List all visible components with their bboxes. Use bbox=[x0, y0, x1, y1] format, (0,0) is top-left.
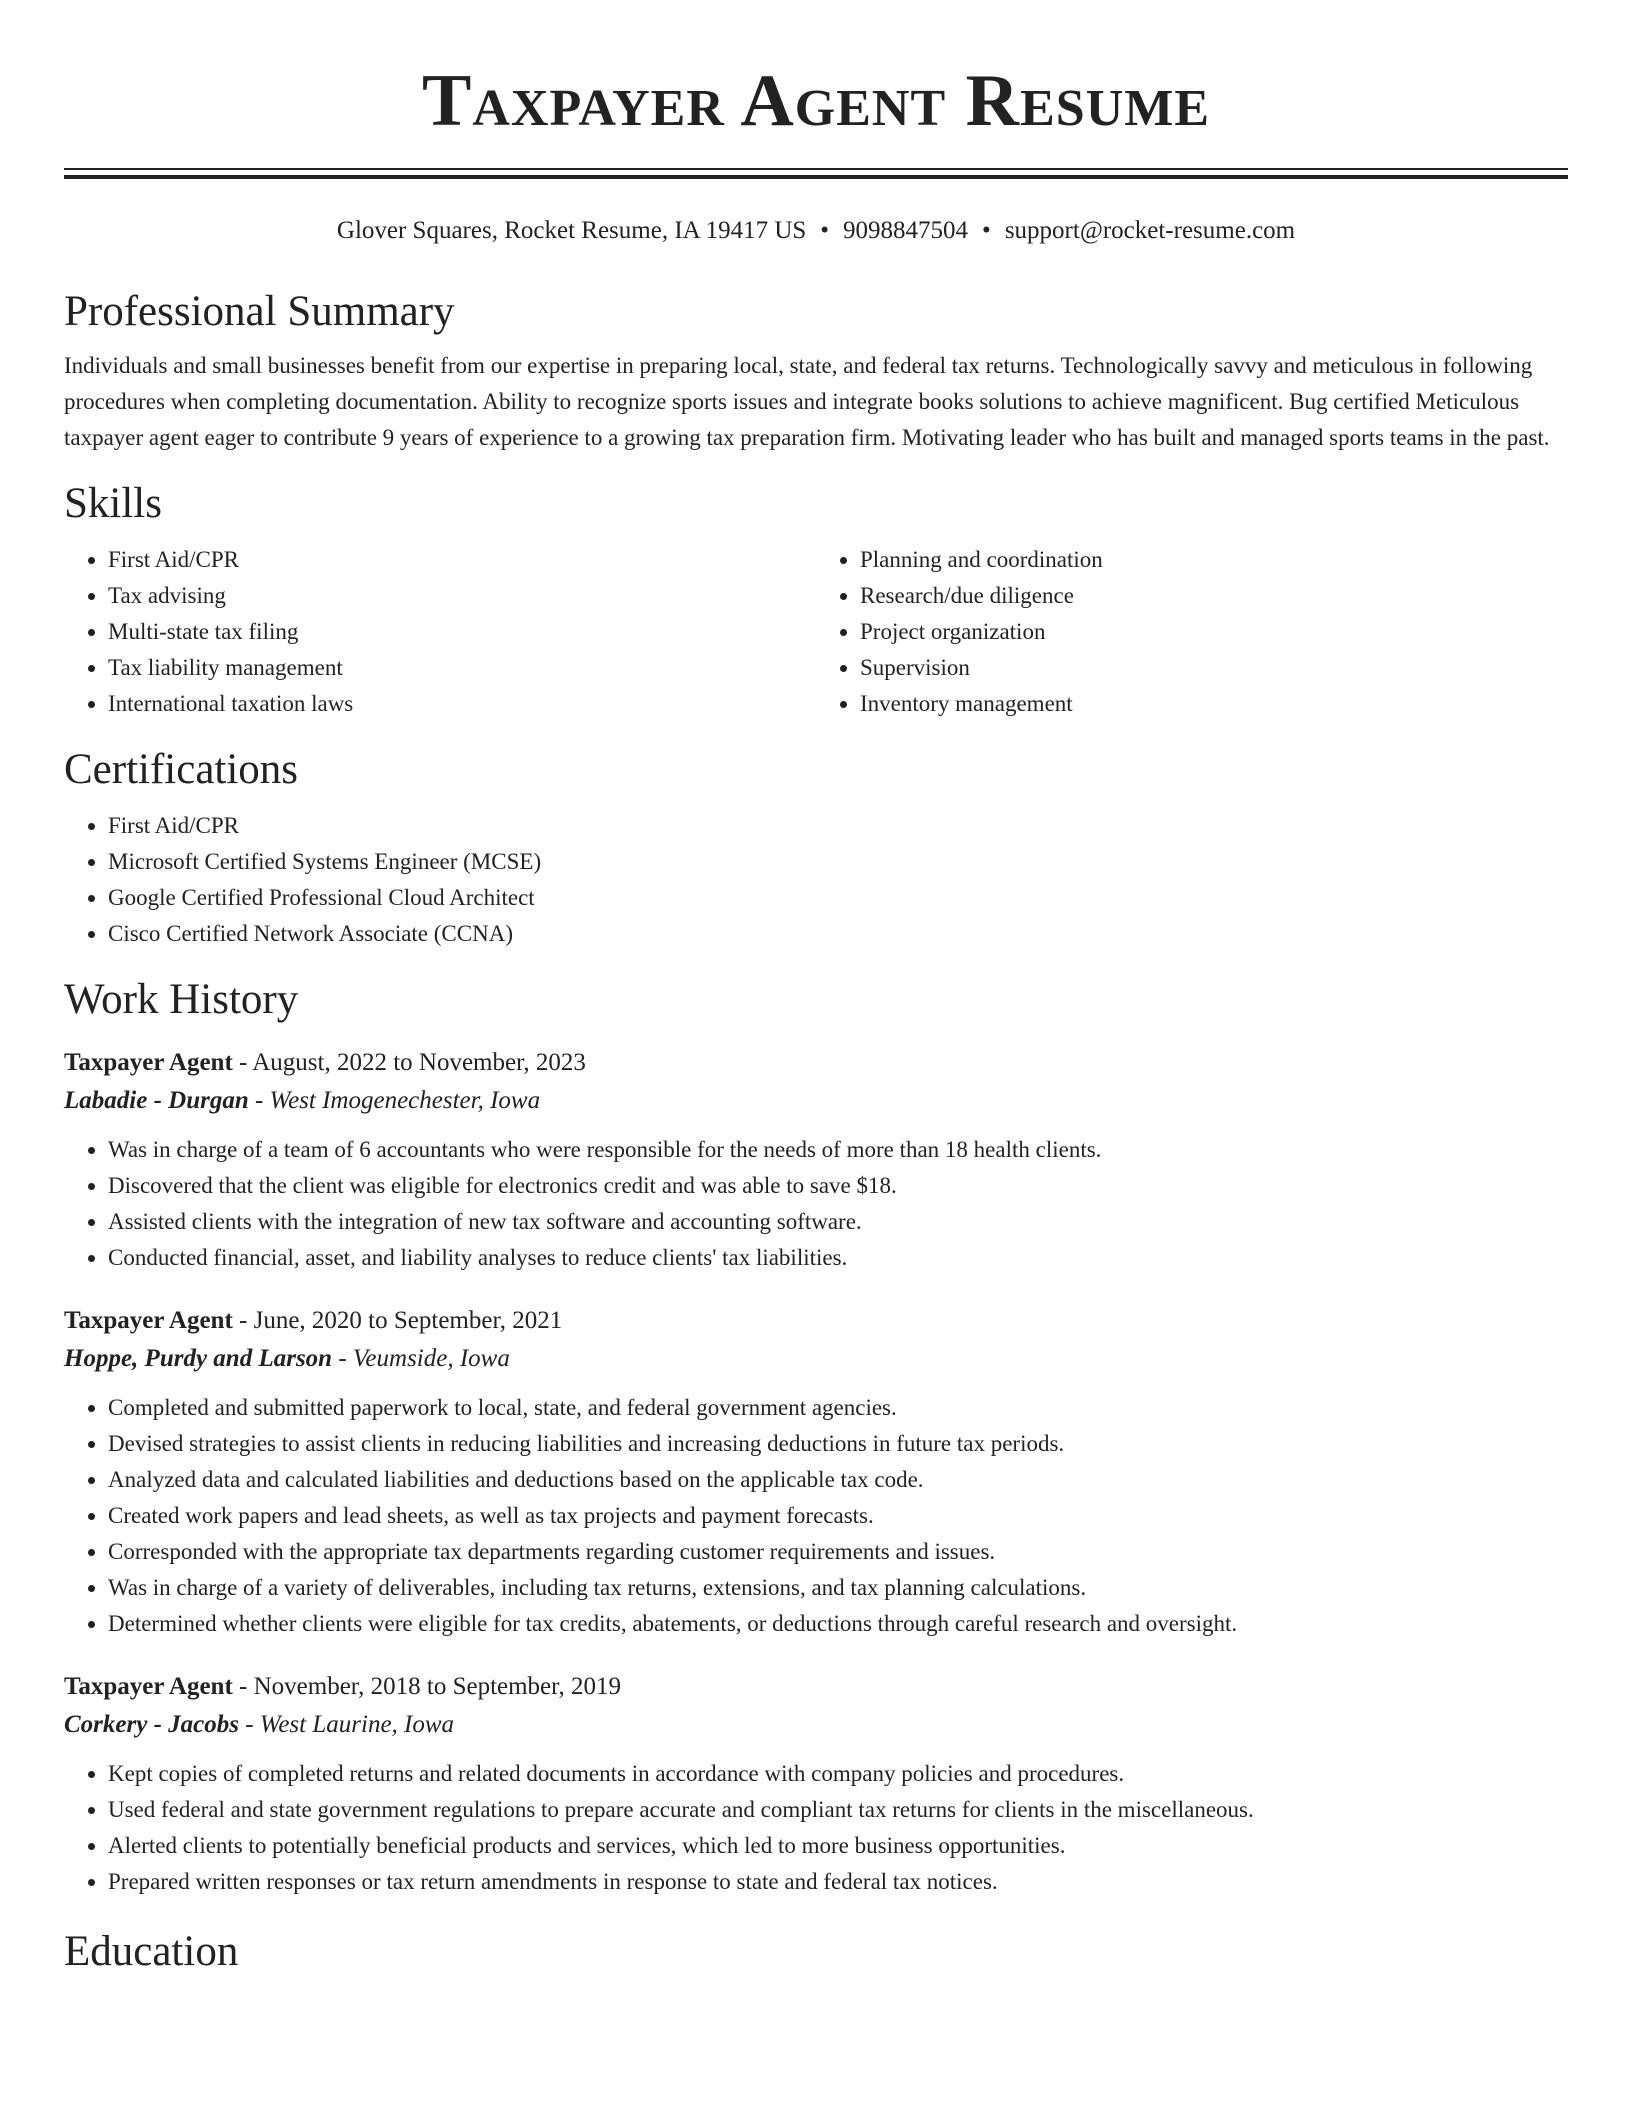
skill-item: • Multi-state tax filing bbox=[108, 614, 816, 650]
job-location: - West Imogenechester, Iowa bbox=[248, 1087, 541, 1114]
job-location: - Veumside, Iowa bbox=[332, 1345, 510, 1372]
job-entry bbox=[64, 1044, 1568, 1276]
job-duty: • Created work papers and lead sheets, as well as tax projects and payment forecasts. bbox=[108, 1498, 1568, 1534]
skill-item: • Supervision bbox=[860, 650, 1568, 686]
job-company: Corkery - Jacobs bbox=[64, 1711, 239, 1738]
skill-item: • Research/due diligence bbox=[860, 578, 1568, 614]
education-heading: Education bbox=[64, 1928, 239, 1975]
job-duty: • Assisted clients with the integration of new tax software and accounting software. bbox=[108, 1204, 1568, 1240]
title-rule-thin bbox=[64, 168, 1568, 170]
job-duties bbox=[64, 1132, 1568, 1276]
skills-column-left bbox=[64, 542, 816, 722]
contact-separator: • bbox=[982, 217, 991, 244]
certification-item: • Cisco Certified Network Associate (CCNA) bbox=[108, 916, 1568, 952]
job-duty: • Corresponded with the appropriate tax departments regarding customer requirements and issues. bbox=[108, 1534, 1568, 1570]
skills-list bbox=[64, 542, 1568, 722]
job-entry bbox=[64, 1302, 1568, 1642]
job-dates: - August, 2022 to November, 2023 bbox=[232, 1049, 586, 1076]
job-entry bbox=[64, 1668, 1568, 1900]
work-history-heading: Work History bbox=[64, 976, 299, 1023]
certification-item: • Google Certified Professional Cloud Architect bbox=[108, 880, 1568, 916]
job-company-line bbox=[64, 1340, 1568, 1378]
job-title: Taxpayer Agent bbox=[64, 1049, 233, 1076]
job-title-line bbox=[64, 1044, 1568, 1082]
job-company: Labadie - Durgan bbox=[64, 1087, 249, 1114]
skills-column-right bbox=[816, 542, 1568, 722]
job-duties bbox=[64, 1756, 1568, 1900]
job-dates: - June, 2020 to September, 2021 bbox=[232, 1307, 563, 1334]
job-duty: • Analyzed data and calculated liabilities and deductions based on the applicable tax code. bbox=[108, 1462, 1568, 1498]
skill-item: • First Aid/CPR bbox=[108, 542, 816, 578]
contact-email: support@rocket-resume.com bbox=[1004, 217, 1296, 244]
job-duty: • Prepared written responses or tax return amendments in response to state and federal tax notices. bbox=[108, 1864, 1568, 1900]
job-title: Taxpayer Agent bbox=[64, 1673, 233, 1700]
job-duties bbox=[64, 1390, 1568, 1642]
job-duty: • Was in charge of a variety of deliverables, including tax returns, extensions, and tax planning calculations. bbox=[108, 1570, 1568, 1606]
certification-item: • First Aid/CPR bbox=[108, 808, 1568, 844]
summary-text: Individuals and small businesses benefit from our expertise in preparing local, state, and federal tax returns. Technologically savvy and meticulous in following procedures when completing documentation. Ability to recognize sports issues and integrate books solutions to achieve magnificent. Bug certified Meticulous taxpayer agent eager to contribute 9 years of experience to a growing tax preparation firm. Motivating leader who has built and managed sports teams in the past. bbox=[64, 353, 1550, 450]
job-duty: • Alerted clients to potentially beneficial products and services, which led to more business opportunities. bbox=[108, 1828, 1568, 1864]
job-company-line bbox=[64, 1082, 1568, 1120]
job-company: Hoppe, Purdy and Larson bbox=[64, 1345, 333, 1372]
job-title-line bbox=[64, 1302, 1568, 1340]
contact-phone: 9098847504 bbox=[843, 217, 969, 244]
job-title: Taxpayer Agent bbox=[64, 1307, 233, 1334]
skill-item: • Project organization bbox=[860, 614, 1568, 650]
job-duty: • Devised strategies to assist clients in reducing liabilities and increasing deductions in future tax periods. bbox=[108, 1426, 1568, 1462]
job-location: - West Laurine, Iowa bbox=[238, 1711, 455, 1738]
skill-item: • Tax liability management bbox=[108, 650, 816, 686]
skill-item: • Inventory management bbox=[860, 686, 1568, 722]
certifications-heading: Certifications bbox=[64, 746, 299, 793]
skill-item: • Planning and coordination bbox=[860, 542, 1568, 578]
certifications-list bbox=[64, 808, 1568, 952]
skill-item: • Tax advising bbox=[108, 578, 816, 614]
resume-title: Taxpayer Agent Resume bbox=[421, 60, 1211, 142]
contact-address: Glover Squares, Rocket Resume, IA 19417 US bbox=[336, 217, 807, 244]
job-dates: - November, 2018 to September, 2019 bbox=[232, 1673, 621, 1700]
job-title-line bbox=[64, 1668, 1568, 1706]
job-duty: • Conducted financial, asset, and liability analyses to reduce clients' tax liabilities. bbox=[108, 1240, 1568, 1276]
job-duty: • Was in charge of a team of 6 accountants who were responsible for the needs of more than 18 health clients. bbox=[108, 1132, 1568, 1168]
title-rule-thick bbox=[64, 175, 1568, 179]
contact-line bbox=[0, 214, 1632, 248]
contact-separator: • bbox=[820, 217, 830, 244]
resume-content bbox=[64, 286, 1568, 1978]
summary-heading: Professional Summary bbox=[64, 288, 455, 335]
job-duty: • Determined whether clients were eligible for tax credits, abatements, or deductions through careful research and oversight. bbox=[108, 1606, 1568, 1642]
certification-item: • Microsoft Certified Systems Engineer (MCSE) bbox=[108, 844, 1568, 880]
job-company-line bbox=[64, 1706, 1568, 1744]
job-duty: • Completed and submitted paperwork to local, state, and federal government agencies. bbox=[108, 1390, 1568, 1426]
skills-heading: Skills bbox=[64, 480, 162, 527]
skill-item: • International taxation laws bbox=[108, 686, 816, 722]
job-duty: • Kept copies of completed returns and related documents in accordance with company policies and procedures. bbox=[108, 1756, 1568, 1792]
job-duty: • Discovered that the client was eligible for electronics credit and was able to save $18. bbox=[108, 1168, 1568, 1204]
job-duty: • Used federal and state government regulations to prepare accurate and compliant tax returns for clients in the miscellaneous. bbox=[108, 1792, 1568, 1828]
